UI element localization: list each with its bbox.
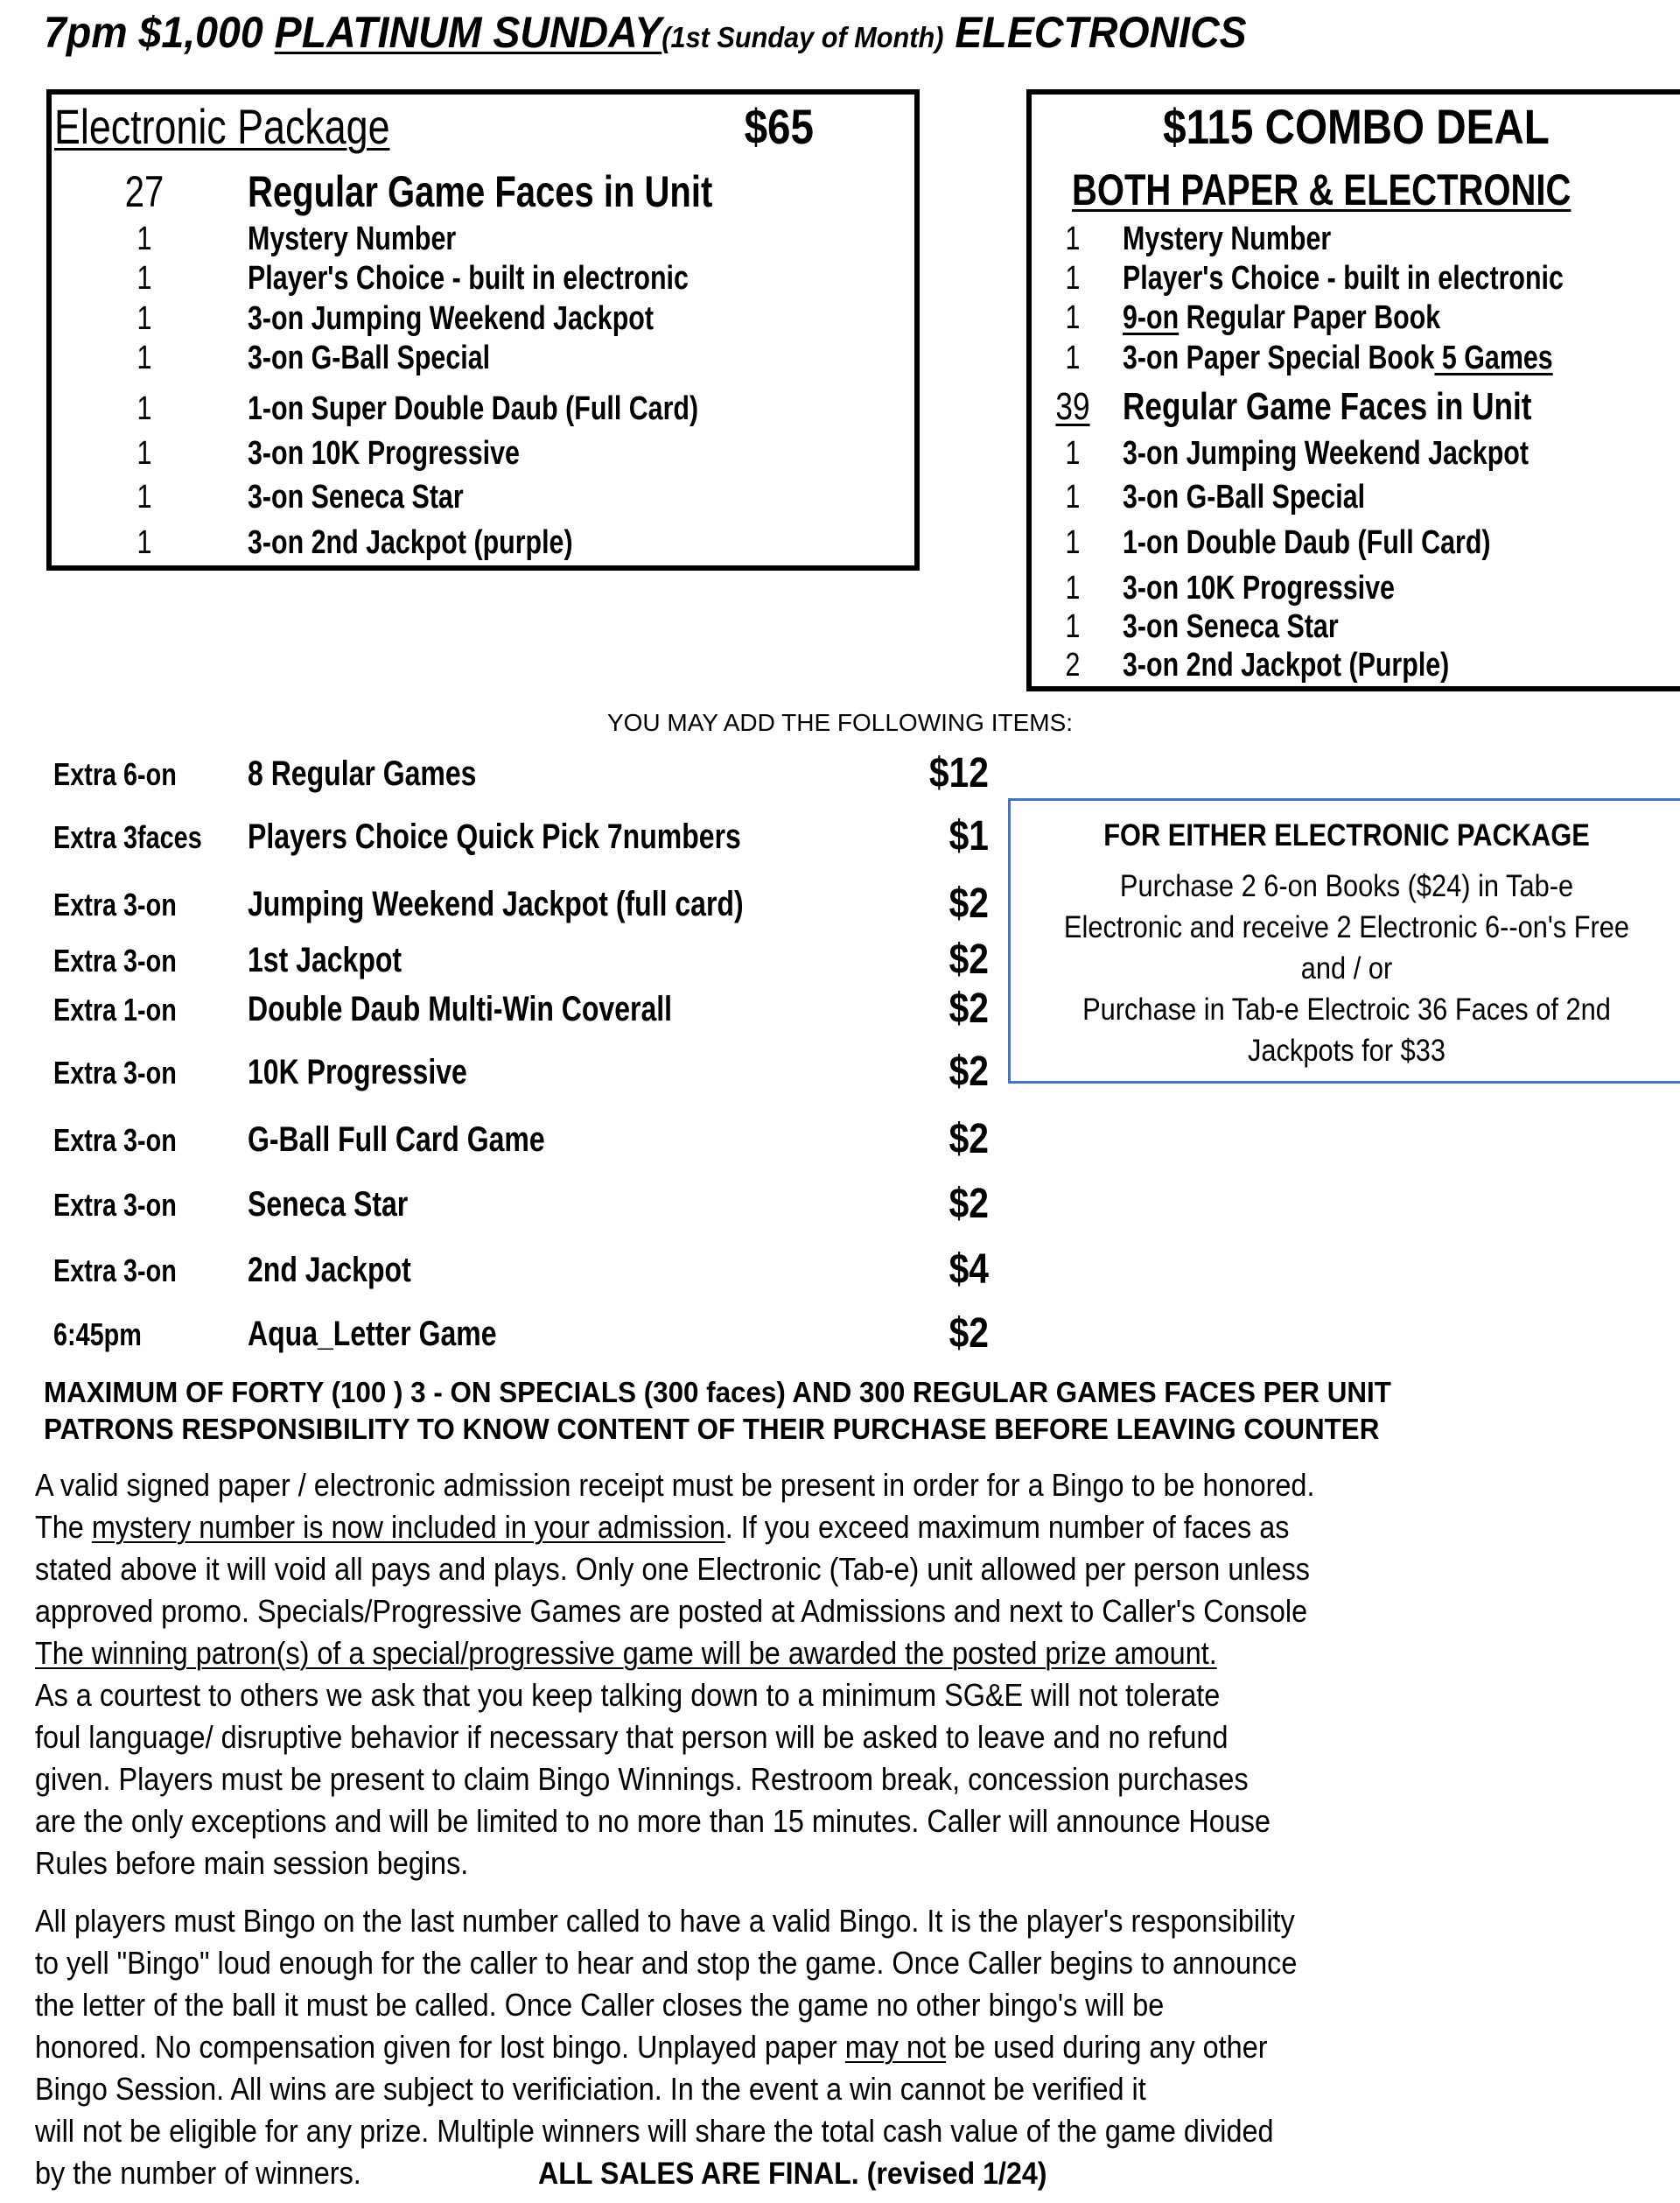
responsibility-rule: PATRONS RESPONSIBILITY TO KNOW CONTENT OF THEIR PURCHASE BEFORE LEAVING COUNTER [44,1413,1380,1445]
extra-label: Extra 3-on [53,1122,177,1158]
combo-item-qty: 2 [1065,647,1081,684]
combo-item [1123,570,1395,607]
paragraph-line: Rules before main session begins. [35,1845,469,1881]
combo-item [1123,435,1529,473]
extra-item-price: $2 [948,986,989,1032]
paragraph-line: by the number of winners. [35,2155,361,2191]
extra-item-price: $4 [948,1246,989,1293]
underlined-text: mystery number is now included in your admission [91,1509,725,1545]
package-item-qty: 1 [136,390,152,428]
extra-item-name: Seneca Star [248,1185,409,1224]
combo-item [1123,524,1491,562]
package-item-text: 3-on G-Ball Special [248,340,491,377]
package-item-qty: 1 [136,435,152,473]
extra-label: Extra 6-on [53,756,177,792]
package-item-text: 3-on 2nd Jackpot (purple) [248,524,573,562]
combo-item-qty: 1 [1065,524,1081,561]
text: The [35,1509,92,1545]
combo-item-label: Regular Paper Book [1179,299,1441,336]
extra-label: Extra 3-on [53,1187,177,1223]
add-items-note: YOU MAY ADD THE FOLLOWING ITEMS: [606,709,1074,736]
text: . If you exceed maximum number of faces as [724,1509,1290,1545]
title-event-name: PLATINUM SUNDAY [274,8,662,57]
promo-line: Purchase in Tab-e Electroic 36 Faces of 2nd [1082,993,1611,1027]
package-item-qty: 1 [136,221,152,258]
extra-item-name: G-Ball Full Card Game [248,1120,545,1159]
promo-line: Purchase 2 6-on Books ($24) in Tab-e [1119,869,1574,903]
extra-item-price: $12 [928,750,989,796]
underlined-text: may not [844,2029,947,2065]
paragraph-line: will not be eligible for any prize. Multiple winners will share the total cash value of the game divided [35,2113,1274,2149]
extra-item-name: 2nd Jackpot [248,1251,411,1289]
extra-item-price: $2 [948,1116,989,1162]
extra-label [53,819,202,856]
package-item-text: Regular Game Faces in Unit [248,166,713,216]
extra-item-name: Jumping Weekend Jackpot (full card) [248,885,744,923]
combo-item-qty: 1 [1065,570,1081,607]
combo-item [1123,385,1532,429]
paragraph-line [35,2029,1268,2066]
paragraph-line [35,1509,1289,1546]
combo-item-qty: 1 [1065,299,1081,336]
max-faces-rule: MAXIMUM OF FORTY (100 ) 3 - ON SPECIALS (300 faces) AND 300 REGULAR GAMES FACES PER UNIT [44,1376,1391,1408]
combo-item-label: Player's Choice - built in electronic [1123,260,1564,297]
underlined-text: 5 Games [1434,340,1553,376]
paragraph-line: given. Players must be present to claim Bingo Winnings. Restroom break, concession purchases [35,1761,1249,1797]
paragraph-line: are the only exceptions and will be limited to no more than 15 minutes. Caller will announce House [35,1803,1270,1839]
promo-line: and / or [1300,951,1393,986]
package-item-qty: 1 [136,300,152,338]
package-item-text: Player's Choice - built in electronic [248,260,689,298]
combo-item-label: 3-on 10K Progressive [1123,570,1395,607]
extra-item-price: $2 [948,1049,989,1095]
package-item-qty: 27 [124,166,164,216]
paragraph-line: All players must Bingo on the last number called to have a valid Bingo. It is the player's responsibility [35,1903,1295,1939]
combo-item [1123,647,1449,684]
package-item-qty: 1 [136,524,152,562]
extra-item-price: $1 [948,813,989,859]
title-category: ELECTRONICS [943,8,1247,57]
combo-item-qty: 1 [1065,435,1081,472]
extra-label: Extra 3-on [53,1252,177,1288]
package-item-qty: 1 [136,340,152,377]
combo-item-label: Mystery Number [1123,221,1332,257]
combo-item [1123,299,1440,337]
extra-item-price: $2 [948,937,989,983]
title-time-prize: 7pm $1,000 [44,8,275,57]
promo-line: Jackpots for $33 [1248,1034,1446,1068]
extra-item-price: $2 [948,1310,989,1357]
extra-item-name: 10K Progressive [248,1053,467,1091]
title-schedule: (1st Sunday of Month) [662,21,944,53]
paragraph-line: The winning patron(s) of a special/progressive game will be awarded the posted prize amount. [35,1635,1217,1671]
package-item-qty: 1 [136,260,152,298]
package-item-qty: 1 [136,479,152,516]
paragraph-line: to yell "Bingo" loud enough for the caller to hear and stop the game. Once Caller begins to announce [35,1945,1298,1981]
combo-item-qty: 1 [1065,260,1081,297]
extra-label: 6:45pm [53,1316,142,1352]
underlined-text: 9-on [1123,299,1180,336]
combo-item-label: 3-on 2nd Jackpot (Purple) [1123,647,1450,684]
combo-item-qty: 1 [1065,221,1081,257]
extra-label: Extra 3-on [53,1055,177,1091]
promo-box [1008,798,1680,1084]
extra-item-price: $2 [948,1181,989,1227]
paragraph-line: As a courtest to others we ask that you keep talking down to a minimum SG&E will not tolerate [35,1677,1221,1713]
combo-item-qty: 1 [1065,340,1081,376]
combo-item [1123,221,1331,258]
paragraph-line: foul language/ disruptive behavior if necessary that person will be asked to leave and no refund [35,1719,1228,1755]
combo-item [1123,608,1339,646]
paragraph-line: the letter of the ball it must be called. Once Caller closes the game no other bingo's will be [35,1987,1165,2023]
extra-item-price: $2 [948,880,989,927]
electronic-package-price: $65 [744,99,814,154]
text: honored. No compensation given for lost bingo. Unplayed paper [35,2029,845,2065]
extra-label: Extra 3-on [53,943,177,979]
extra-label: Extra 1-on [53,992,177,1028]
package-item-text: 3-on 10K Progressive [248,435,520,473]
package-item-text: 3-on Seneca Star [248,479,464,516]
combo-item-qty: 39 [1055,385,1090,428]
extra-item-name: Double Daub Multi-Win Coverall [248,990,673,1028]
extra-item-name: 8 Regular Games [248,754,477,793]
combo-item [1123,340,1553,377]
package-item-text: 3-on Jumping Weekend Jackpot [248,300,654,338]
package-item-text: 1-on Super Double Daub (Full Card) [248,390,699,428]
combo-item-label: 1-on Double Daub (Full Card) [1123,524,1491,561]
combo-deal-heading: $115 COMBO DEAL [1163,99,1550,154]
electronic-package-heading: Electronic Package [54,99,390,154]
paragraph-line: approved promo. Specials/Progressive Games are posted at Admissions and next to Caller's Console [35,1593,1308,1629]
combo-deal-subheading: BOTH PAPER & ELECTRONIC [1072,165,1572,214]
combo-item-qty: 1 [1065,608,1081,645]
combo-item-label: 3-on G-Ball Special [1123,479,1366,516]
sales-final-notice: ALL SALES ARE FINAL. (revised 1/24) [538,2157,1047,2191]
extra-item-name: Aqua_Letter Game [248,1315,497,1353]
page-title [44,7,1247,58]
package-item-text: Mystery Number [248,221,457,258]
combo-item-label: 3-on Seneca Star [1123,608,1339,645]
combo-item [1123,260,1564,298]
combo-item-qty: 1 [1065,479,1081,516]
paragraph-line: stated above it will void all pays and plays. Only one Electronic (Tab-e) unit allowed per person unless [35,1551,1310,1587]
combo-item-label: 3-on Paper Special Book [1123,340,1435,376]
promo-heading: FOR EITHER ELECTRONIC PACKAGE [1103,818,1590,852]
combo-item-label: 3-on Jumping Weekend Jackpot [1123,435,1529,472]
extra-label-text: Extra 3faces [53,819,202,855]
combo-item [1123,479,1365,516]
extra-item-name: 1st Jackpot [248,941,402,979]
promo-line: Electronic and receive 2 Electronic 6--on's Free [1063,910,1630,944]
extra-item-name: Players Choice Quick Pick 7numbers [248,817,741,856]
extra-label: Extra 3-on [53,887,177,923]
text: be used during any other [946,2029,1268,2065]
paragraph-line: Bingo Session. All wins are subject to verificiation. In the event a win cannot be verified it [35,2071,1146,2107]
paragraph-line: A valid signed paper / electronic admission receipt must be present in order for a Bingo to be honored. [35,1467,1315,1503]
combo-item-label: Regular Game Faces in Unit [1123,385,1532,428]
